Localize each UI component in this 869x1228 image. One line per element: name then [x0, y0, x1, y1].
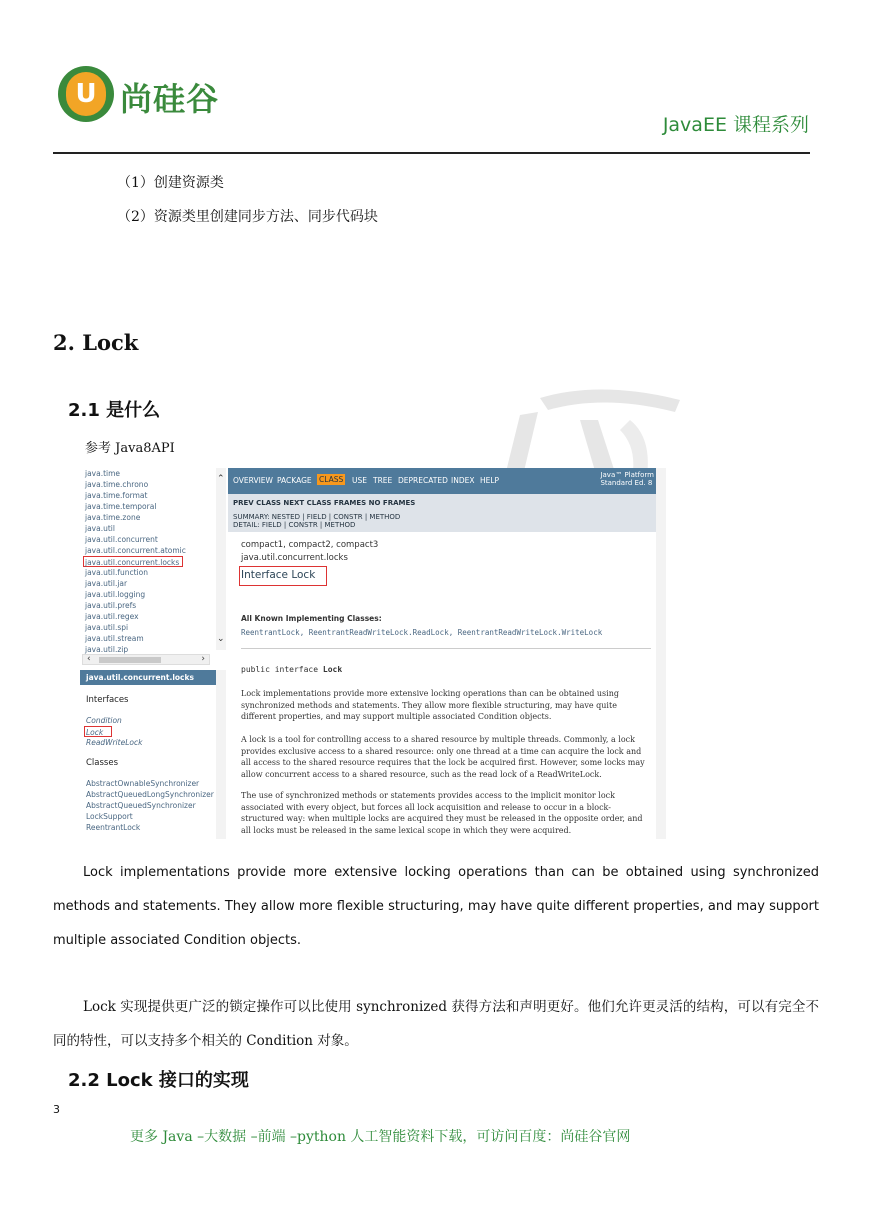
class-item[interactable]: ReentrantLock [86, 823, 141, 832]
doc-pane-scrollbar[interactable] [656, 468, 666, 839]
nav-index[interactable]: INDEX [451, 476, 475, 485]
doc-divider [241, 648, 651, 649]
package-item[interactable]: java.util.function [85, 568, 148, 577]
known-impl-label: All Known Implementing Classes: [241, 614, 382, 623]
nav-help[interactable]: HELP [480, 476, 500, 485]
logo-text: 尚硅谷 [120, 80, 220, 118]
step-1: （1）创建资源类 [117, 175, 224, 191]
reference-note: 参考 Java8API [85, 441, 175, 456]
package-item[interactable]: java.util.logging [85, 590, 146, 599]
doc-paragraph-2: A lock is a tool for controlling access to a shared resource by multiple threads. Commonly, a lock provides exclusive access to a shared resource: only one thread at a time can acquire the lock and all access to the shared resource requires that the lock be acquired first. However, some locks may allow concurrent access to a shared resource, such as the read lock of a ReadWriteLock. [241, 735, 645, 779]
nav-overview[interactable]: OVERVIEW [233, 476, 273, 485]
class-item[interactable]: AbstractQueuedLongSynchronizer [86, 790, 214, 799]
course-series-label: JavaEE 课程系列 [662, 114, 809, 136]
package-item[interactable]: java.util.zip [85, 645, 129, 654]
package-item[interactable]: java.util.stream [85, 634, 144, 643]
subnav-prev-next[interactable]: PREV CLASS NEXT CLASS FRAMES NO FRAMES [233, 499, 416, 507]
interface-signature: public interface Lock [241, 665, 343, 674]
package-item[interactable]: java.util [85, 524, 115, 533]
interface-title: Interface Lock [241, 569, 316, 581]
known-impl-classes[interactable]: ReentrantLock, ReentrantReadWriteLock.ReadLock, ReentrantReadWriteLock.WriteLock [241, 628, 603, 637]
package-item[interactable]: java.time.chrono [85, 480, 149, 489]
package-item[interactable]: java.time [85, 469, 121, 478]
sub-nav-bar [228, 494, 666, 532]
body-paragraph-en: Lock implementations provide more extensive locking operations than can be obtained using synchronized methods and statements. They allow more flexible structuring, may have quite different properties, and may support multiple associated Condition objects. [53, 865, 819, 948]
package-item[interactable]: java.util.jar [85, 579, 128, 588]
interface-item-lock-highlighted[interactable]: Lock [84, 726, 112, 737]
subnav-summary[interactable]: SUMMARY: NESTED | FIELD | CONSTR | METHOD [233, 513, 401, 521]
logo-mark [58, 66, 114, 122]
classes-heading: Classes [86, 758, 119, 768]
class-list-pane [80, 670, 226, 839]
interface-item[interactable]: Condition [86, 716, 122, 725]
package-item[interactable]: java.time.format [85, 491, 148, 500]
nav-tree[interactable]: TREE [373, 476, 393, 485]
doc-paragraph-3: The use of synchronized methods or statements provides access to the implicit monitor lock associated with every object, but forces all lock acquisition and release to occur in a block-structured way: when multiple locks are acquired they must be released in the opposite order, and all locks must be released in the same lexical scope in which they were acquired. [241, 791, 643, 835]
brand-logo [58, 66, 258, 128]
step-2: （2）资源类里创建同步方法、同步代码块 [117, 209, 378, 225]
scroll-down-icon[interactable]: ⌄ [217, 634, 225, 644]
package-item[interactable]: java.util.prefs [85, 601, 137, 610]
section-title: 2. Lock [53, 330, 139, 355]
class-pane-scrollbar[interactable] [216, 670, 226, 839]
subsection-title-what: 2.1 是什么 [68, 400, 161, 421]
interface-item[interactable]: ReadWriteLock [86, 738, 143, 747]
scroll-left-icon[interactable]: ‹ [87, 654, 91, 664]
nav-use[interactable]: USE [352, 476, 367, 485]
header-divider [53, 152, 810, 154]
platform-label: Java™ Platform Standard Ed. 8 [600, 471, 654, 487]
page-number: 3 [53, 1103, 60, 1116]
interfaces-heading: Interfaces [86, 695, 129, 705]
footer-note: 更多 Java –大数据 –前端 –python 人工智能资料下载，可访问百度：尚硅谷官网 [130, 1129, 631, 1145]
nav-class[interactable]: CLASS [319, 475, 344, 484]
package-item[interactable]: java.util.regex [85, 612, 139, 621]
package-item[interactable]: java.util.concurrent.atomic [85, 546, 186, 555]
nav-deprecated[interactable]: DEPRECATED [398, 476, 448, 485]
logo-letter: U [75, 79, 97, 109]
nav-package[interactable]: PACKAGE [277, 476, 312, 485]
class-item[interactable]: AbstractQueuedSynchronizer [86, 801, 196, 810]
doc-paragraph-1: Lock implementations provide more extensive locking operations than can be obtained using synchronized methods and statements. They allow more flexible structuring, may have quite different properties, and may support multiple associated Condition objects. [241, 689, 619, 721]
scroll-right-icon[interactable]: › [201, 654, 205, 664]
scroll-up-icon[interactable]: ⌃ [217, 474, 225, 484]
package-name: java.util.concurrent.locks [241, 553, 348, 563]
package-item-locks-highlighted[interactable]: java.util.concurrent.locks [83, 556, 183, 567]
package-item[interactable]: java.util.concurrent [85, 535, 158, 544]
class-doc-pane [228, 468, 666, 839]
package-pane-hscrollbar[interactable] [82, 654, 210, 665]
top-nav-bar [228, 468, 666, 494]
class-item[interactable]: LockSupport [86, 812, 133, 821]
class-item[interactable]: AbstractOwnableSynchronizer [86, 779, 200, 788]
body-paragraph-zh: Lock 实现提供更广泛的锁定操作可以比使用 synchronized 获得方法和声明更好。他们允许更灵活的结构，可以有完全不同的特性，可以支持多个相关的 Condition 对象。 [53, 999, 819, 1049]
package-item[interactable]: java.util.spi [85, 623, 129, 632]
subnav-detail[interactable]: DETAIL: FIELD | CONSTR | METHOD [233, 521, 356, 529]
package-item[interactable]: java.time.temporal [85, 502, 157, 511]
subsection-title-impl: 2.2 Lock 接口的实现 [68, 1070, 249, 1091]
package-pane-scrollbar[interactable] [216, 468, 226, 650]
package-item[interactable]: java.time.zone [85, 513, 141, 522]
javadoc-screenshot [80, 468, 666, 839]
class-pane-title: java.util.concurrent.locks [80, 670, 226, 685]
package-list-pane [80, 468, 226, 668]
profiles: compact1, compact2, compact3 [241, 540, 379, 550]
